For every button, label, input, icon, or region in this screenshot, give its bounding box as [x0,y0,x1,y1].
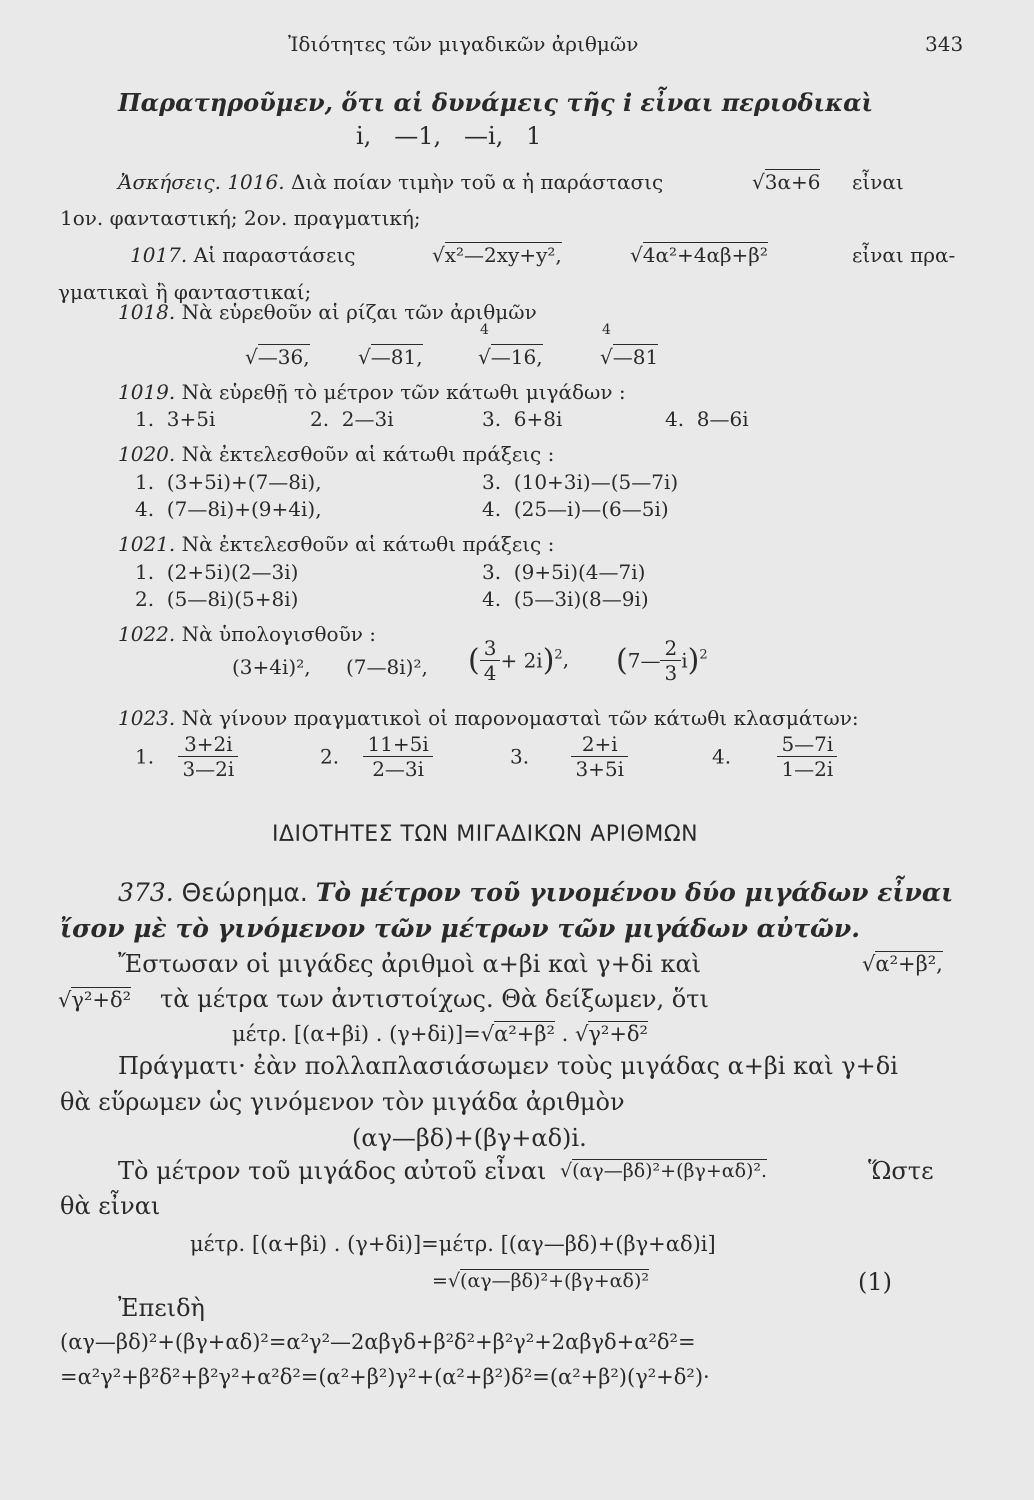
exercise-1016-tail: εἶναι [852,170,904,194]
exercise-1017-line2: γματικαὶ ἢ φανταστικαί; [58,280,312,304]
exercise-1016-line2: 1ον. φανταστική; 2ον. πραγματική; [60,206,421,230]
exercise-1017-expr1: √x²—2xy+y², [432,243,562,267]
equation-number: (1) [858,1268,892,1296]
expansion-line-1: (αγ—βδ)²+(βγ+αδ)²=α²γ²—2αβγδ+β²δ²+β²γ²+2αβγδ+α²δ²= [60,1330,696,1354]
fraction-item-3: 3. $\frac{2+i}{3+5i}$ [510,732,628,781]
proof-since: Ἐπειδὴ [118,1294,205,1322]
exercise-1022-expr-3: ( $\frac{3}{4}$ + 2i)$^2$, [468,636,570,685]
modulus-ab: √α²+β², [862,952,943,976]
root-index-2: 4 [602,322,611,338]
root-3: √—16, [478,345,543,369]
exercise-1021-item-3: 3. (9+5i)(4—7i) [482,560,646,584]
exercise-1021: 1021. Νὰ ἐκτελεσθοῦν αἱ κάτωθι πράξεις : [118,532,555,556]
exercise-1019-item-4: 4. 8—6i [665,407,749,431]
exercise-1019: 1019. Νὰ εὑρεθῇ τὸ μέτρον τῶν κάτωθι μιγάδων : [118,380,626,404]
running-header: Ἰδιότητες τῶν μιγαδικῶν ἀριθμῶν [288,32,639,56]
periodicity-sentence: Παρατηροῦμεν, ὅτι αἱ δυνάμεις τῆς i εἶναι περιοδικαὶ [118,88,874,117]
exercise-1017-expr2: √4α²+4αβ+β² [630,243,768,267]
root-index-1: 4 [480,322,489,338]
proof-line-2: τὰ μέτρα των ἀντιστοίχως. Θὰ δείξωμεν, ὅτι [160,985,709,1013]
exercise-1019-item-3: 3. 6+8i [482,407,563,431]
modulus-gd: √γ²+δ² [58,988,132,1012]
fraction-item-1: 1. $\frac{3+2i}{3—2i}$ [135,732,238,781]
exercise-1019-item-1: 1. 3+5i [135,407,216,431]
theorem-statement-line2: ἴσον μὲ τὸ γινόμενον τῶν μέτρων τῶν μιγάδων αὐτῶν. [60,914,860,943]
fraction-item-4: 4. $\frac{5—7i}{1—2i}$ [712,732,837,781]
fraction-item-2: 2. $\frac{11+5i}{2—3i}$ [320,732,433,781]
root-4: √—81 [600,345,659,369]
exercise-1017-tail: εἶναι πρα- [852,243,956,267]
product-modulus: √(αγ—βδ)²+(βγ+αδ)². [560,1160,768,1182]
exercise-1020: 1020. Νὰ ἐκτελεσθοῦν αἱ κάτωθι πράξεις : [118,442,555,466]
exercise-1021-item-1: 1. (2+5i)(2—3i) [135,560,299,584]
proof-line-4: θὰ εὕρωμεν ὡς γινόμενον τὸν μιγάδα ἀριθμὸν [60,1088,625,1116]
exercise-1016: Ἀσκήσεις. 1016. Διὰ ποίαν τιμὴν τοῦ α ἡ παράστασις [118,170,664,194]
page-number: 343 [925,32,964,56]
product-complex: (αγ—βδ)+(βγ+αδ)i. [352,1124,587,1152]
exercise-1022-expr-4: (7— $\frac{2}{3}$ i)$^2$ [616,636,708,685]
exercise-1022: 1022. Νὰ ὑπολογισθοῦν : [118,622,376,646]
exercise-1016-radical: √3α+6 [752,170,821,194]
root-1: √—36, [245,345,310,369]
exercise-1022-expr-2: (7—8i)², [346,655,428,679]
exercise-1018: 1018. Νὰ εὑρεθοῦν αἱ ρίζαι τῶν ἀριθμῶν [118,300,537,324]
expansion-line-2: =α²γ²+β²δ²+β²γ²+α²δ²=(α²+β²)γ²+(α²+β²)δ²=(α²+β²)(γ²+δ²)· [60,1365,710,1389]
equation-step-1: μέτρ. [(α+βi) . (γ+δi)]=μέτρ. [(αγ—βδ)+(βγ+αδ)i] [190,1232,716,1256]
root-2: √—81, [358,345,423,369]
equation-claim: μέτρ. [(α+βi) . (γ+δi)]=√α²+β² . √γ²+δ² [232,1022,648,1046]
exercise-1019-item-2: 2. 2—3i [310,407,394,431]
theorem-heading: 373. Θεώρημα. Τὸ μέτρον τοῦ γινομένου δύο μιγάδων εἶναι [118,878,954,907]
proof-line-5: Τὸ μέτρον τοῦ μιγάδος αὐτοῦ εἶναι [118,1157,547,1185]
proof-line-3: Πράγματι· ἐὰν πολλαπλασιάσωμεν τοὺς μιγάδας α+βi καὶ γ+δi [118,1052,898,1080]
proof-line-6: θὰ εἶναι [60,1192,161,1220]
exercise-1021-item-2: 2. (5—8i)(5+8i) [135,587,299,611]
exercise-1017: 1017. Αἱ παραστάσεις [130,243,356,267]
proof-line-1: Ἔστωσαν οἱ μιγάδες ἀριθμοὶ α+βi καὶ γ+δi καὶ [118,950,702,978]
section-title: ΙΔΙΟΤΗΤΕΣ ΤΩΝ ΜΙΓΑΔΙΚΩΝ ΑΡΙΘΜΩΝ [272,822,699,847]
exercise-1022-expr-1: (3+4i)², [232,655,311,679]
equation-step-2: =√(αγ—βδ)²+(βγ+αδ)² [432,1270,649,1292]
exercise-1023: 1023. Νὰ γίνουν πραγματικοὶ οἱ παρονομασταὶ τῶν κάτωθι κλασμάτων: [118,706,859,730]
powers-of-i: i, —1, —i, 1 [356,122,542,150]
exercise-1020-item-1: 1. (3+5i)+(7—8i), [135,470,322,494]
exercise-1021-item-4: 4. (5—3i)(8—9i) [482,587,649,611]
exercise-1020-item-3: 3. (10+3i)—(5—7i) [482,470,679,494]
exercise-1020-item-4: 4. (25—i)—(6—5i) [482,497,669,521]
exercise-1020-item-2: 4. (7—8i)+(9+4i), [135,497,322,521]
proof-hence: Ὥστε [868,1157,934,1185]
